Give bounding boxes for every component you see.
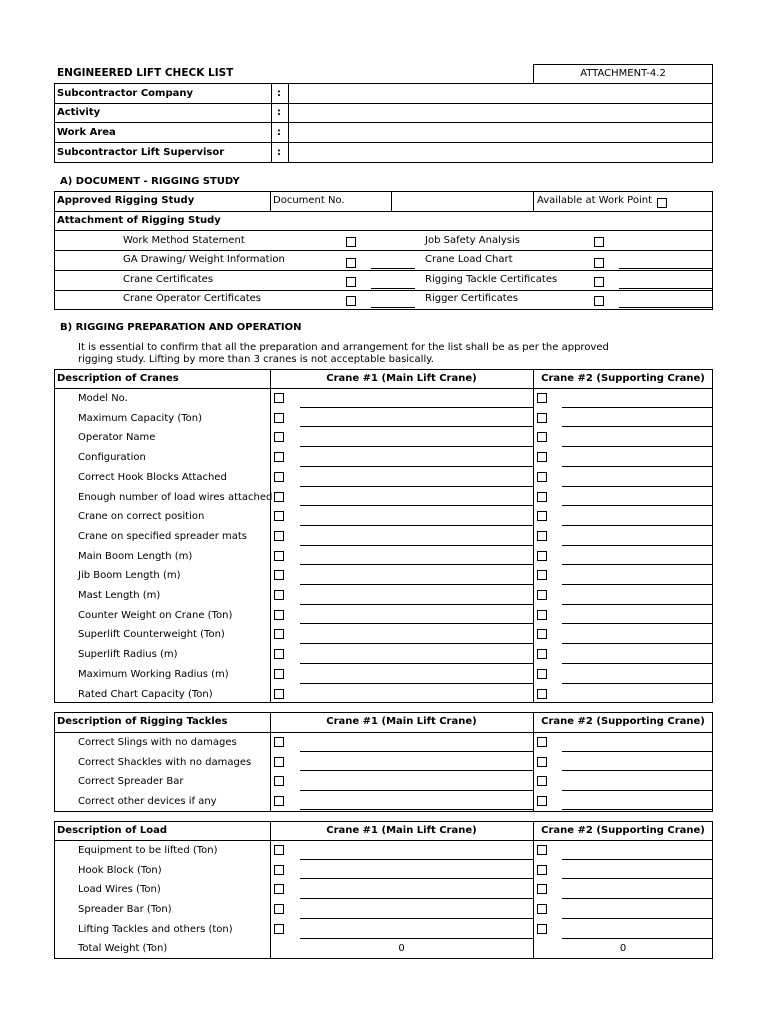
- section-a-title: A) DOCUMENT - RIGGING STUDY: [60, 176, 240, 187]
- lift-supervisor-input[interactable]: [289, 143, 712, 162]
- load-crane1-entry-line[interactable]: [300, 938, 533, 939]
- load-crane2-entry-line[interactable]: [562, 918, 713, 919]
- tackle-crane1-checkbox[interactable]: [274, 796, 284, 806]
- crane-spec-crane2-entry-line[interactable]: [562, 643, 713, 644]
- load-crane2-checkbox[interactable]: [537, 884, 547, 894]
- load-header: Description of Load: [57, 825, 168, 836]
- crane-spec-crane2-entry-line[interactable]: [562, 407, 713, 408]
- attachment-item: Rigger Certificates: [425, 293, 519, 304]
- load-crane1-checkbox[interactable]: [274, 865, 284, 875]
- crane1-header: Crane #1 (Main Lift Crane): [326, 373, 477, 384]
- load-crane1-checkbox[interactable]: [274, 845, 284, 855]
- crane-load-chart-checkbox[interactable]: [594, 258, 604, 268]
- crane-spec-item-label: Rated Chart Capacity (Ton): [78, 688, 213, 700]
- crane-spec-crane1-entry-line[interactable]: [300, 446, 533, 447]
- load-item-label: Hook Block (Ton): [78, 864, 162, 876]
- crane-spec-crane1-entry-line[interactable]: [300, 623, 533, 624]
- document-no-label: Document No.: [273, 195, 345, 206]
- crane-spec-crane2-checkbox[interactable]: [537, 669, 547, 679]
- crane2-header: Crane #2 (Supporting Crane): [541, 373, 705, 384]
- crane-spec-crane2-checkbox[interactable]: [537, 511, 547, 521]
- tackle-crane2-entry-line[interactable]: [562, 751, 713, 752]
- crane-spec-crane1-checkbox[interactable]: [274, 689, 284, 699]
- load-crane1-checkbox[interactable]: [274, 924, 284, 934]
- crane-spec-item-label: Jib Boom Length (m): [78, 570, 181, 582]
- attachment-item: GA Drawing/ Weight Information: [123, 254, 285, 265]
- tackle-crane2-entry-line[interactable]: [562, 770, 713, 771]
- crane-spec-crane2-checkbox[interactable]: [537, 590, 547, 600]
- crane1-header: Crane #1 (Main Lift Crane): [326, 825, 477, 836]
- job-safety-analysis-checkbox[interactable]: [594, 237, 604, 247]
- tackle-crane1-entry-line[interactable]: [300, 770, 533, 771]
- crane-spec-crane1-entry-line[interactable]: [300, 643, 533, 644]
- load-crane1-entry-line[interactable]: [300, 918, 533, 919]
- crane-spec-crane1-checkbox[interactable]: [274, 531, 284, 541]
- crane-spec-crane2-checkbox[interactable]: [537, 413, 547, 423]
- available-at-work-point-label: Available at Work Point: [537, 195, 652, 206]
- crane-spec-crane1-checkbox[interactable]: [274, 590, 284, 600]
- tackle-item-label: Correct Spreader Bar: [78, 776, 184, 787]
- field-separator: :: [277, 147, 281, 158]
- field-label-lift-supervisor: Subcontractor Lift Supervisor: [57, 147, 225, 158]
- load-crane1-entry-line[interactable]: [300, 878, 533, 879]
- field-separator: :: [277, 88, 281, 99]
- crane-spec-crane1-checkbox[interactable]: [274, 511, 284, 521]
- total-weight-label: Total Weight (Ton): [78, 943, 168, 954]
- crane-spec-crane2-entry-line[interactable]: [562, 466, 713, 467]
- load-crane2-entry-line[interactable]: [562, 859, 713, 860]
- crane-spec-crane2-entry-line[interactable]: [562, 663, 713, 664]
- crane-spec-crane1-entry-line[interactable]: [300, 525, 533, 526]
- tackle-crane1-checkbox[interactable]: [274, 776, 284, 786]
- crane-spec-crane1-entry-line[interactable]: [300, 407, 533, 408]
- total-weight-crane2: 0: [619, 943, 627, 954]
- crane-spec-crane2-checkbox[interactable]: [537, 649, 547, 659]
- crane-spec-crane2-checkbox[interactable]: [537, 689, 547, 699]
- crane-certificates-checkbox[interactable]: [346, 277, 356, 287]
- crane-spec-crane1-entry-line[interactable]: [300, 604, 533, 605]
- load-crane2-checkbox[interactable]: [537, 845, 547, 855]
- tackle-crane1-checkbox[interactable]: [274, 757, 284, 767]
- crane-spec-crane1-checkbox[interactable]: [274, 649, 284, 659]
- attachment-item: Crane Operator Certificates: [123, 293, 261, 304]
- attachment-box: [533, 64, 713, 84]
- tackle-crane2-checkbox[interactable]: [537, 796, 547, 806]
- crane-spec-crane2-checkbox[interactable]: [537, 452, 547, 462]
- crane-spec-crane2-checkbox[interactable]: [537, 432, 547, 442]
- crane-spec-item-label: Maximum Working Radius (m): [78, 668, 229, 680]
- section-b-title: B) RIGGING PREPARATION AND OPERATION: [60, 322, 302, 333]
- load-crane1-entry-line[interactable]: [300, 898, 533, 899]
- attachment-item: Crane Load Chart: [425, 254, 513, 265]
- attachment-item: Job Safety Analysis: [425, 235, 520, 246]
- document-no-input[interactable]: [392, 192, 532, 210]
- total-weight-crane1: 0: [398, 943, 405, 954]
- cranes-header: Description of Cranes: [57, 373, 179, 384]
- crane-spec-crane2-entry-line[interactable]: [562, 545, 713, 546]
- load-crane2-checkbox[interactable]: [537, 904, 547, 914]
- load-crane2-entry-line[interactable]: [562, 898, 713, 899]
- load-item-label: Spreader Bar (Ton): [78, 904, 172, 916]
- crane-spec-item-label: Enough number of load wires attached: [78, 491, 273, 503]
- crane-spec-item-label: Crane on correct position: [78, 511, 205, 523]
- field-separator: :: [277, 127, 281, 138]
- crane-spec-crane2-checkbox[interactable]: [537, 610, 547, 620]
- crane2-header: Crane #2 (Supporting Crane): [541, 716, 705, 727]
- crane-spec-crane1-checkbox[interactable]: [274, 669, 284, 679]
- crane-spec-crane1-checkbox[interactable]: [274, 610, 284, 620]
- crane-spec-crane1-entry-line[interactable]: [300, 545, 533, 546]
- tackle-item-label: Correct Slings with no damages: [78, 737, 237, 748]
- crane-spec-crane1-entry-line[interactable]: [300, 683, 533, 684]
- crane-spec-crane2-entry-line[interactable]: [562, 584, 713, 585]
- crane-spec-crane1-entry-line[interactable]: [300, 702, 533, 703]
- field-label-subcontractor-company: Subcontractor Company: [57, 88, 194, 99]
- crane-spec-crane2-entry-line[interactable]: [562, 446, 713, 447]
- attachment-item: Crane Certificates: [123, 274, 214, 285]
- crane-spec-item-label: Model No.: [78, 393, 128, 404]
- crane-spec-crane1-checkbox[interactable]: [274, 472, 284, 482]
- crane-spec-crane2-entry-line[interactable]: [562, 623, 713, 624]
- load-crane1-entry-line[interactable]: [300, 859, 533, 860]
- rigging-tackle-certificates-checkbox[interactable]: [594, 277, 604, 287]
- crane-spec-item-label: Crane on specified spreader mats: [78, 530, 248, 542]
- crane-spec-crane2-checkbox[interactable]: [537, 629, 547, 639]
- crane-spec-crane1-entry-line[interactable]: [300, 486, 533, 487]
- crane-spec-crane2-entry-line[interactable]: [562, 604, 713, 605]
- tackle-item-label: Correct Shackles with no damages: [78, 756, 252, 768]
- crane-spec-crane1-entry-line[interactable]: [300, 426, 533, 427]
- tackle-crane2-checkbox[interactable]: [537, 757, 547, 767]
- crane2-header: Crane #2 (Supporting Crane): [541, 825, 705, 836]
- crane-spec-item-label: Superlift Radius (m): [78, 649, 178, 661]
- field-label-activity: Activity: [57, 107, 101, 118]
- crane-spec-crane2-entry-line[interactable]: [562, 505, 713, 506]
- crane-spec-item-label: Counter Weight on Crane (Ton): [78, 609, 233, 621]
- crane-spec-crane1-checkbox[interactable]: [274, 432, 284, 442]
- crane-spec-crane2-checkbox[interactable]: [537, 492, 547, 502]
- crane-spec-crane1-checkbox[interactable]: [274, 570, 284, 580]
- crane-spec-crane1-checkbox[interactable]: [274, 413, 284, 423]
- page-title: ENGINEERED LIFT CHECK LIST: [57, 67, 234, 79]
- crane-spec-crane2-entry-line[interactable]: [562, 525, 713, 526]
- activity-input[interactable]: [289, 104, 712, 121]
- crane-spec-crane2-entry-line[interactable]: [562, 564, 713, 565]
- subcontractor-company-input[interactable]: [289, 84, 712, 102]
- crane-spec-crane2-checkbox[interactable]: [537, 570, 547, 580]
- field-label-work-area: Work Area: [57, 127, 116, 138]
- crane-spec-crane1-entry-line[interactable]: [300, 584, 533, 585]
- ga-drawing-checkbox[interactable]: [346, 258, 356, 268]
- work-method-statement-checkbox[interactable]: [346, 237, 356, 247]
- tackle-crane2-entry-line[interactable]: [562, 790, 713, 791]
- tackle-crane1-entry-line[interactable]: [300, 751, 533, 752]
- work-area-input[interactable]: [289, 123, 712, 141]
- crane-spec-crane1-entry-line[interactable]: [300, 505, 533, 506]
- section-b-note-line1: It is essential to confirm that all the preparation and arrangement for the list shall be as per the approved: [78, 342, 609, 353]
- attachment-item: Work Method Statement: [123, 235, 245, 246]
- load-item-label: Lifting Tackles and others (ton): [78, 923, 233, 935]
- tackle-crane1-entry-line[interactable]: [300, 809, 533, 810]
- attachment-label: ATTACHMENT-4.2: [580, 68, 666, 79]
- tackle-crane1-entry-line[interactable]: [300, 790, 533, 791]
- crane-operator-certificates-checkbox[interactable]: [346, 296, 356, 306]
- crane-spec-crane2-checkbox[interactable]: [537, 531, 547, 541]
- crane-spec-crane1-checkbox[interactable]: [274, 551, 284, 561]
- crane-spec-crane1-checkbox[interactable]: [274, 629, 284, 639]
- crane-spec-item-label: Main Boom Length (m): [78, 550, 193, 562]
- crane-spec-crane2-checkbox[interactable]: [537, 551, 547, 561]
- rigger-certificates-checkbox[interactable]: [594, 296, 604, 306]
- load-crane2-checkbox[interactable]: [537, 865, 547, 875]
- crane-spec-item-label: Correct Hook Blocks Attached: [78, 471, 227, 483]
- crane-spec-crane1-checkbox[interactable]: [274, 393, 284, 403]
- crane-spec-crane2-checkbox[interactable]: [537, 472, 547, 482]
- crane-spec-crane1-entry-line[interactable]: [300, 564, 533, 565]
- attachment-item: Rigging Tackle Certificates: [425, 274, 558, 285]
- crane-spec-crane2-entry-line[interactable]: [562, 426, 713, 427]
- field-separator: :: [277, 107, 281, 118]
- tackle-crane2-checkbox[interactable]: [537, 737, 547, 747]
- crane-spec-crane1-entry-line[interactable]: [300, 663, 533, 664]
- tackle-crane1-checkbox[interactable]: [274, 737, 284, 747]
- crane-spec-crane1-checkbox[interactable]: [274, 492, 284, 502]
- load-crane2-entry-line[interactable]: [562, 938, 713, 939]
- crane-spec-crane1-entry-line[interactable]: [300, 466, 533, 467]
- tackle-crane2-entry-line[interactable]: [562, 809, 713, 810]
- load-crane1-checkbox[interactable]: [274, 884, 284, 894]
- tackle-item-label: Correct other devices if any: [78, 795, 217, 807]
- load-item-label: Load Wires (Ton): [78, 884, 161, 896]
- crane-spec-crane1-checkbox[interactable]: [274, 452, 284, 462]
- crane1-header: Crane #1 (Main Lift Crane): [326, 716, 477, 727]
- available-at-work-point-checkbox[interactable]: [657, 198, 667, 208]
- crane-spec-crane2-entry-line[interactable]: [562, 486, 713, 487]
- crane-spec-item-label: Configuration: [78, 452, 146, 464]
- tackles-header: Description of Rigging Tackles: [57, 716, 228, 727]
- approved-rigging-study-label: Approved Rigging Study: [57, 195, 195, 206]
- tackle-crane2-checkbox[interactable]: [537, 776, 547, 786]
- load-crane2-checkbox[interactable]: [537, 924, 547, 934]
- crane-spec-item-label: Mast Length (m): [78, 590, 161, 601]
- load-crane2-entry-line[interactable]: [562, 878, 713, 879]
- crane-spec-crane2-entry-line[interactable]: [562, 702, 713, 703]
- crane-spec-crane2-checkbox[interactable]: [537, 393, 547, 403]
- crane-spec-crane2-entry-line[interactable]: [562, 683, 713, 684]
- crane-spec-item-label: Maximum Capacity (Ton): [78, 412, 202, 424]
- crane-spec-item-label: Superlift Counterweight (Ton): [78, 629, 225, 641]
- load-crane1-checkbox[interactable]: [274, 904, 284, 914]
- crane-spec-item-label: Operator Name: [78, 432, 156, 444]
- section-b-note-line2: rigging study. Lifting by more than 3 cranes is not acceptable basically.: [78, 354, 434, 365]
- attachment-of-rigging-study-label: Attachment of Rigging Study: [57, 215, 221, 226]
- load-item-label: Equipment to be lifted (Ton): [78, 845, 218, 856]
